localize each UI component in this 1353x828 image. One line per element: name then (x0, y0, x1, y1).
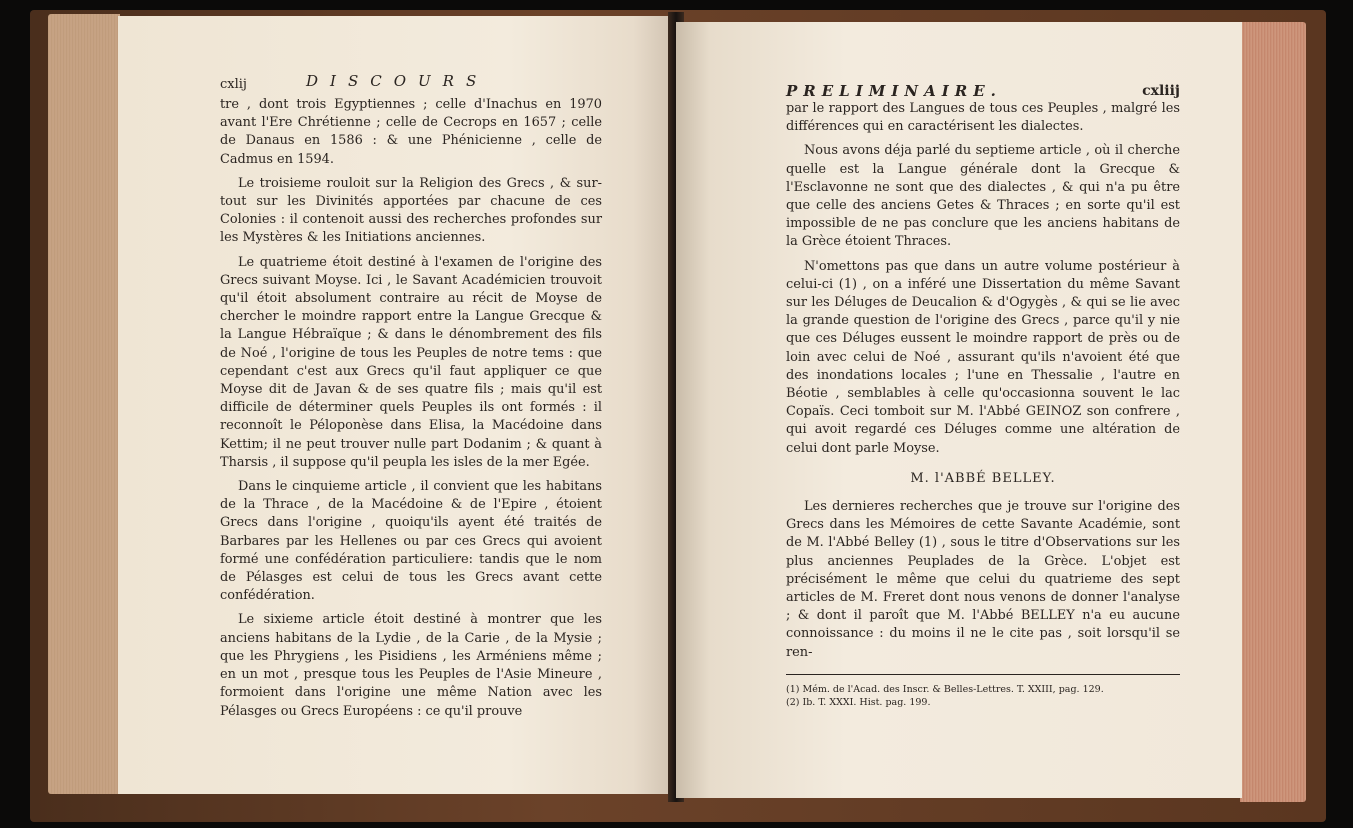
footnote: (1) Mém. de l'Acad. des Inscr. & Belles-Lettres. T. XXIII, pag. 129. (786, 683, 1104, 695)
left-running-head: DISCOURS (306, 72, 489, 90)
paragraph: Le troisieme rouloit sur la Religion des Grecs , & sur-tout sur les Divinités apportées par chacune de ces Colonies : il contenoit aussi des recherches profondes sur les Mystères & les Initiations anciennes. (220, 175, 602, 246)
section-title: M. l'ABBÉ BELLEY. (910, 470, 1056, 486)
right-running-head: PRELIMINAIRE. (786, 82, 1002, 100)
paragraph: N'omettons pas que dans un autre volume postérieur à celui-ci (1) , on a inféré une Dissertation du même Savant sur les Déluges de Deucalion & d'Ogygès , & qui se lie avec la grande question de l'origine des Grecs , parce qu'il y nie que ces Déluges eussent le moindre rapport de près ou de loin avec celui de Noé , assurant qu'ils n'avoient été que des inondations locales ; l'une en Thessalie , l'autre en Béotie , semblables à celle qu'occasionna souvent le lac Copaïs. Ceci tomboit sur M. l'Abbé GEINOZ son confrere , qui avoit regardé ces Déluges comme une altération de celui dont parle Moyse. (786, 258, 1180, 456)
paragraph: tre , dont trois Egyptiennes ; celle d'Inachus en 1970 avant l'Ere Chrétienne ; celle de Cecrops en 1657 ; celle de Danaus en 1586 : & une Phénicienne , celle de Cadmus en 1594. (220, 97, 602, 167)
left-page-header (220, 74, 602, 94)
left-page (118, 16, 678, 794)
right-page-text (786, 78, 1180, 709)
right-page-header (786, 78, 1180, 98)
right-page-number: cxliij (1142, 83, 1180, 99)
left-page-text (220, 74, 602, 727)
paragraph: par le rapport des Langues de tous ces Peuples , malgré les différences qui en caractérisent les dialectes. (786, 101, 1180, 135)
right-page (676, 22, 1242, 798)
page-edges-left (48, 14, 120, 794)
paragraph: Dans le cinquieme article , il convient que les habitans de la Thrace , de la Macédoine & de l'Epire , étoient Grecs dans l'origine , quoiqu'ils ayent été traités de Barbares par les Hellenes ou par ces Grecs qui avoient formé une confédération particuliere: tandis que le nom de Pélasges est celui de tous les Grecs avant cette confédération. (220, 479, 602, 604)
paragraph: Le sixieme article étoit destiné à montrer que les anciens habitans de la Lydie , de la Carie , de la Mysie ; que les Phrygiens , les Pisidiens , les Arméniens même ; en un mot , presque tous les Peuples de l'Asie Mineure , formoient dans l'origine une même Nation avec les Pélasges ou Grecs Européens : ce qu'il prouve (220, 612, 602, 719)
footnote-rule (786, 674, 1180, 675)
paragraph: Le quatrieme étoit destiné à l'examen de l'origine des Grecs suivant Moyse. Ici , le Savant Académicien trouvoit qu'il étoit absolument contraire au récit de Moyse de chercher le moindre rapport entre la Langue Grecque & la Langue Hébraïque ; & dans le dénombrement des fils de Noé , l'origine de tous les Peuples de notre tems : que cependant c'est aux Grecs qu'il faut appliquer ce que Moyse dit de Javan & de ses quatre fils ; mais qu'il est difficile de déterminer quels Peuples ils ont formés : il reconnoît le Péloponèse dans Elisa, la Macédoine dans Kettim; il ne peut trouver nulle part Dodanim ; & quant à Tharsis , il suppose qu'il peupla les isles de la mer Egée. (220, 254, 602, 470)
footnote: (2) Ib. T. XXXI. Hist. pag. 199. (786, 696, 931, 708)
left-page-number: cxlij (220, 77, 247, 92)
page-edges-right (1240, 22, 1306, 802)
paragraph: Les dernieres recherches que je trouve sur l'origine des Grecs dans les Mémoires de cette Savante Académie, sont de M. l'Abbé Belley (1) , sous le titre d'Observations sur les plus anciennes Peuplades de la Grèce. L'objet est précisément le même que celui du quatrieme des sept articles de M. Freret dont nous venons de donner l'analyse ; & dont il paroît que M. l'Abbé BELLEY n'a eu aucune connoissance : du moins il ne le cite pas , soit lorsqu'il se ren- (786, 499, 1180, 660)
paragraph: Nous avons déja parlé du septieme article , où il cherche quelle est la Langue générale dont la Grecque & l'Esclavonne ne sont que des dialectes , & qui n'a pu être que celle des anciens Getes & Thraces ; en sorte qu'il est impossible de ne pas conclure que les anciens habitans de la Grèce étoient Thraces. (786, 143, 1180, 250)
